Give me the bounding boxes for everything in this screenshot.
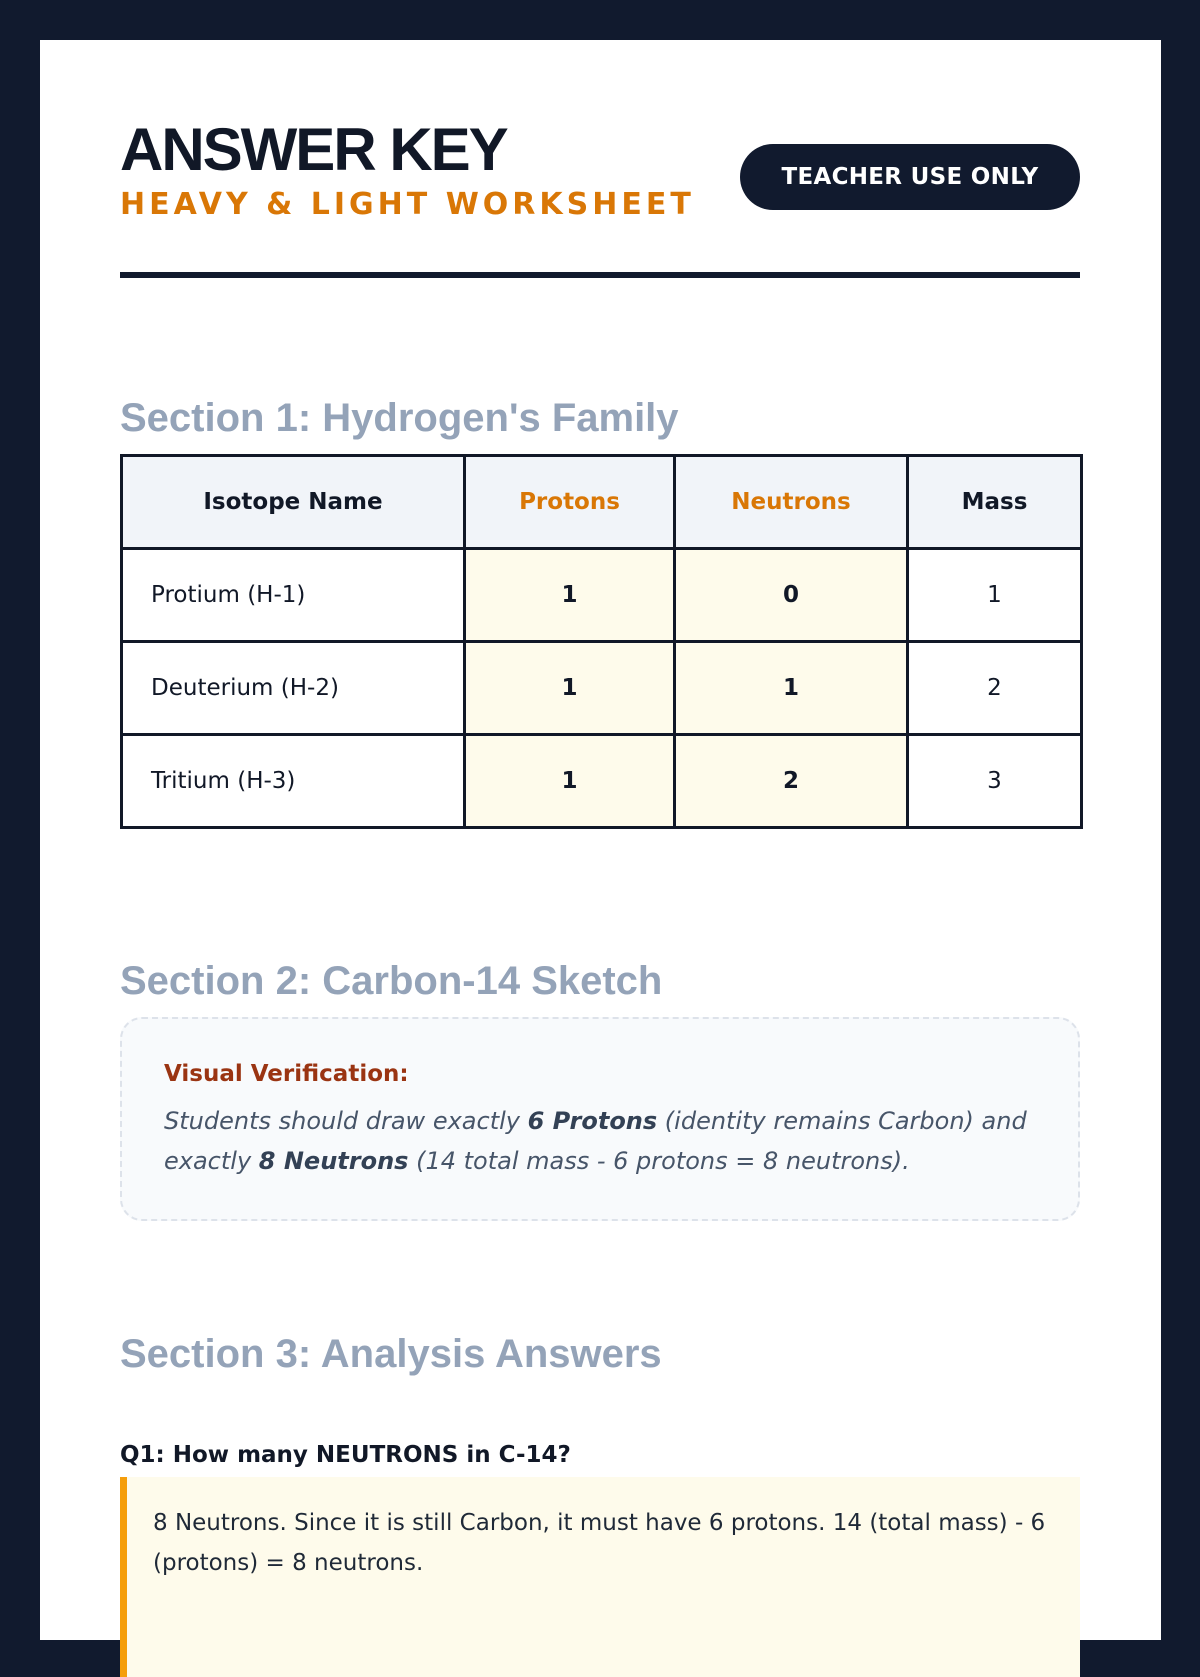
question-1: Q1: How many NEUTRONS in C-14? (120, 1442, 571, 1468)
column-header-isotope-name: Isotope Name (122, 456, 465, 549)
visual-verification-label: Visual Verification: (164, 1061, 409, 1087)
verification-neutrons-count: 8 Neutrons (258, 1147, 409, 1175)
table-row (122, 549, 1082, 642)
visual-verification-text (164, 1101, 1034, 1181)
neutrons-cell: 2 (675, 735, 908, 828)
neutrons-cell: 0 (675, 549, 908, 642)
mass-cell: 2 (908, 642, 1082, 735)
section-2-title: Section 2: Carbon-14 Sketch (120, 959, 663, 1003)
column-header-mass: Mass (908, 456, 1082, 549)
neutrons-cell: 1 (675, 642, 908, 735)
verification-text-part: (14 total mass - 6 protons = 8 neutrons). (408, 1147, 910, 1175)
section-1-title: Section 1: Hydrogen's Family (120, 396, 679, 440)
page-subtitle: HEAVY & LIGHT WORKSHEET (120, 187, 695, 222)
verification-text-part: (identity remains Carbon) and exactly (164, 1107, 1027, 1175)
isotope-name-cell: Tritium (H-3) (122, 735, 465, 828)
column-header-neutrons: Neutrons (675, 456, 908, 549)
table-row (122, 642, 1082, 735)
page-header (120, 116, 1080, 230)
mass-cell: 1 (908, 549, 1082, 642)
table-header-row (122, 456, 1082, 549)
isotope-name-cell: Deuterium (H-2) (122, 642, 465, 735)
page-title: ANSWER KEY (120, 116, 507, 183)
column-header-protons: Protons (465, 456, 675, 549)
table-row (122, 735, 1082, 828)
answer-1-box (120, 1477, 1080, 1677)
protons-cell: 1 (465, 642, 675, 735)
isotope-table (120, 454, 1083, 829)
worksheet-page (40, 40, 1161, 1640)
visual-verification-box (120, 1017, 1080, 1221)
verification-text-part: Students should draw exactly (164, 1107, 528, 1135)
protons-cell: 1 (465, 549, 675, 642)
answer-1-text: 8 Neutrons. Since it is still Carbon, it must have 6 protons. 14 (total mass) - 6 (protons) = 8 neutrons. (153, 1510, 1046, 1576)
teacher-use-badge: TEACHER USE ONLY (740, 144, 1080, 210)
verification-protons-count: 6 Protons (527, 1107, 658, 1135)
mass-cell: 3 (908, 735, 1082, 828)
protons-cell: 1 (465, 735, 675, 828)
section-3-title: Section 3: Analysis Answers (120, 1332, 662, 1376)
header-divider (120, 272, 1080, 278)
isotope-name-cell: Protium (H-1) (122, 549, 465, 642)
